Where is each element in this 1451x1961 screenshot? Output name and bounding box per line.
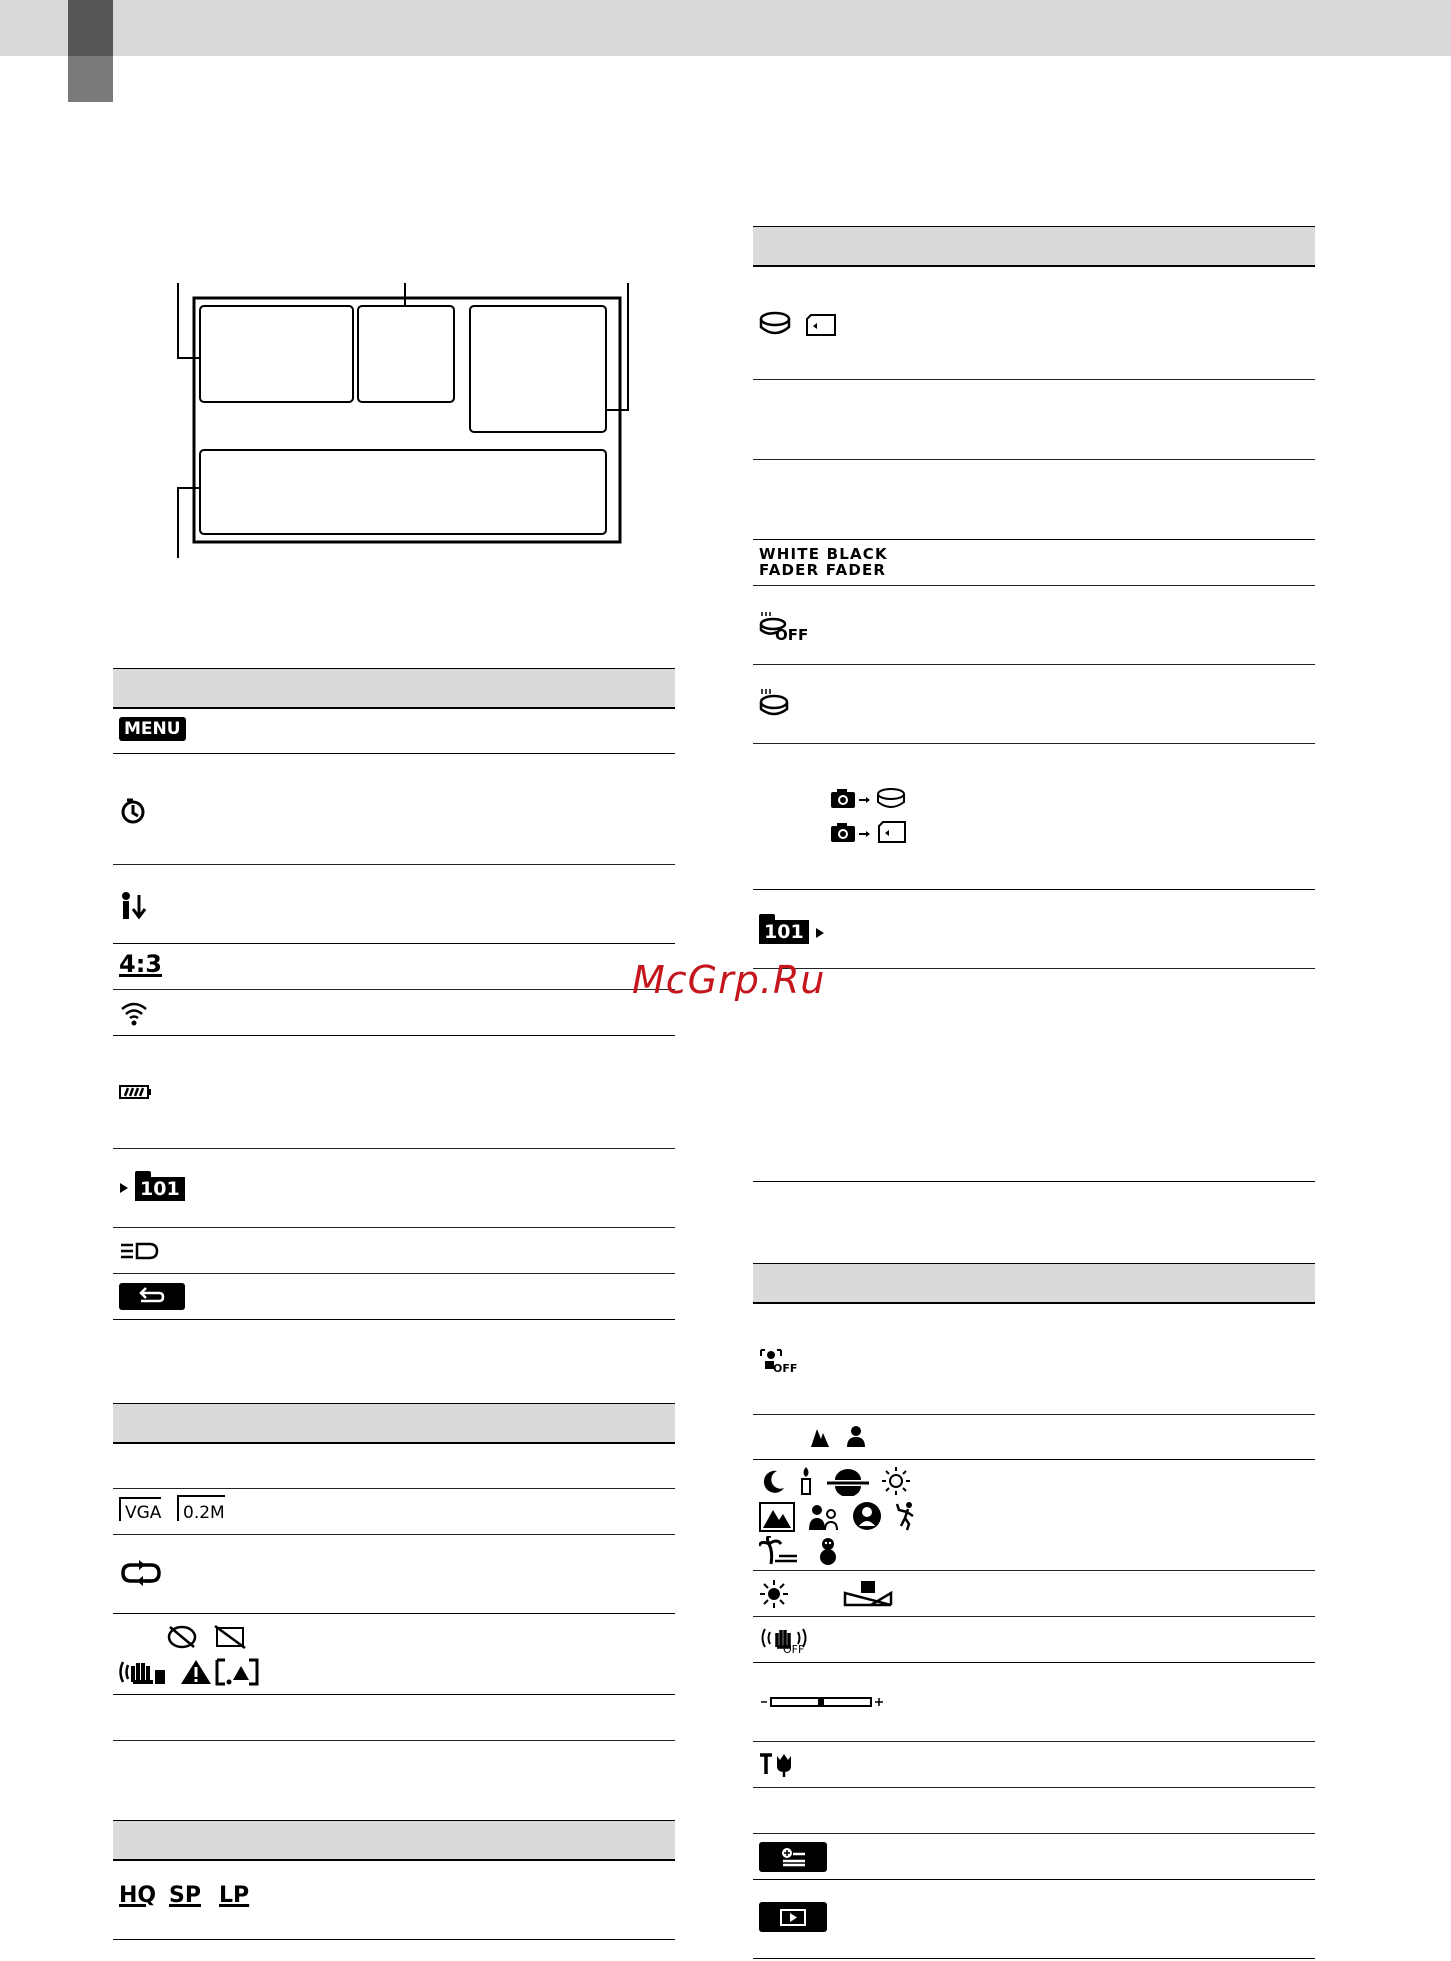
warning-triangle-icon bbox=[179, 1658, 213, 1686]
off-label: OFF bbox=[775, 626, 809, 644]
row-steadyshot bbox=[753, 1617, 1315, 1663]
left-table-2 bbox=[113, 1403, 675, 1741]
microphone-level-icon bbox=[119, 891, 151, 921]
row-playback-folder bbox=[113, 1149, 675, 1228]
row-media bbox=[753, 267, 1315, 380]
row-light bbox=[113, 1228, 675, 1274]
right-table-2 bbox=[753, 1263, 1315, 1959]
row-empty-2 bbox=[113, 1695, 675, 1741]
wireless-icon bbox=[119, 1000, 149, 1026]
tele-macro-icon bbox=[759, 1752, 795, 1778]
row-scene-selection bbox=[753, 1460, 1315, 1571]
table-header bbox=[113, 1403, 675, 1444]
camera-shake-warning-icon bbox=[117, 1658, 169, 1686]
fader-icon: WHITE BLACK FADER FADER bbox=[759, 545, 888, 579]
video-light-icon bbox=[119, 1240, 161, 1262]
section-tab-marker-top bbox=[68, 0, 113, 56]
row-empty bbox=[113, 1444, 675, 1489]
portrait-scene-icon bbox=[807, 1502, 839, 1532]
sp-mode-icon: SP bbox=[169, 1883, 201, 1908]
beach-scene-icon bbox=[759, 1536, 799, 1566]
row-return bbox=[113, 1274, 675, 1320]
photo-to-disc-icon bbox=[829, 786, 913, 810]
disc-icon bbox=[759, 311, 791, 337]
lp-mode-icon: LP bbox=[219, 1883, 250, 1908]
row-image-size bbox=[113, 1489, 675, 1535]
battery-icon bbox=[119, 1084, 153, 1100]
image-size-02m-icon: 0.2M bbox=[177, 1495, 225, 1521]
portrait-focus-icon bbox=[845, 1425, 867, 1449]
view-images-button-icon[interactable] bbox=[759, 1902, 827, 1932]
table-header bbox=[113, 668, 675, 709]
card-warning-icon bbox=[213, 1658, 261, 1686]
row-empty-a bbox=[753, 380, 1315, 460]
option-button-icon[interactable] bbox=[759, 1842, 827, 1872]
sunrise-sunset-icon bbox=[825, 1468, 871, 1496]
repeat-icon bbox=[119, 1559, 163, 1587]
screen-layout-diagram bbox=[170, 278, 640, 568]
spotlight-scene-icon bbox=[851, 1500, 883, 1532]
row-face-detection bbox=[753, 1304, 1315, 1415]
table-header bbox=[753, 226, 1315, 267]
return-button-icon[interactable] bbox=[119, 1283, 185, 1310]
row-disc-end bbox=[753, 665, 1315, 744]
row-record-folder bbox=[753, 890, 1315, 969]
row-view-images bbox=[753, 1880, 1315, 1959]
one-push-wb-icon bbox=[843, 1579, 893, 1607]
fireworks-icon bbox=[881, 1466, 911, 1496]
night-scene-icon bbox=[759, 1468, 787, 1496]
row-exposure bbox=[753, 1663, 1315, 1742]
row-white-balance bbox=[753, 1571, 1315, 1617]
aspect-ratio-icon: 4:3 bbox=[119, 950, 162, 978]
row-warnings bbox=[113, 1614, 675, 1695]
row-tele-macro bbox=[753, 1742, 1315, 1788]
hq-mode-icon: HQ bbox=[119, 1883, 157, 1908]
outdoor-sun-icon bbox=[759, 1579, 789, 1609]
row-empty-b bbox=[753, 460, 1315, 540]
disc-error-icon bbox=[167, 1624, 197, 1650]
row-self-timer bbox=[113, 754, 675, 865]
left-table-3 bbox=[113, 1820, 675, 1940]
row-empty-c bbox=[753, 969, 1315, 1182]
exposure-slider-icon[interactable] bbox=[759, 1693, 883, 1711]
folder-101-icon: 101 bbox=[135, 1171, 185, 1201]
self-timer-icon bbox=[119, 796, 149, 826]
folder-101-right-icon: 101 bbox=[759, 914, 809, 944]
table-header bbox=[753, 1263, 1315, 1304]
memory-card-icon bbox=[805, 313, 837, 337]
row-fader bbox=[753, 540, 1315, 586]
row-wireless bbox=[113, 990, 675, 1036]
row-aspect bbox=[113, 944, 675, 990]
image-size-vga-icon: VGA bbox=[119, 1497, 161, 1521]
disc-end-icon bbox=[759, 687, 793, 719]
top-header-band bbox=[0, 0, 1451, 56]
candle-icon bbox=[797, 1466, 815, 1496]
row-repeat bbox=[113, 1535, 675, 1614]
sports-scene-icon bbox=[893, 1500, 919, 1532]
landscape-scene-icon bbox=[759, 1502, 795, 1532]
landscape-focus-icon bbox=[809, 1425, 831, 1449]
row-focus bbox=[753, 1415, 1315, 1460]
row-battery bbox=[113, 1036, 675, 1149]
row-recording-mode bbox=[113, 1861, 675, 1940]
right-table-1 bbox=[753, 226, 1315, 1182]
menu-button[interactable]: MENU bbox=[119, 717, 186, 741]
row-photo-destination bbox=[753, 744, 1315, 890]
row-disc-end-off bbox=[753, 586, 1315, 665]
play-triangle-icon bbox=[119, 1182, 129, 1194]
row-mic-level bbox=[113, 865, 675, 944]
photo-to-card-icon bbox=[829, 820, 913, 844]
row-option-button bbox=[753, 1834, 1315, 1880]
table-header bbox=[113, 1820, 675, 1861]
row-empty-d bbox=[753, 1788, 1315, 1834]
snow-scene-icon bbox=[815, 1536, 841, 1566]
play-triangle-right-icon bbox=[815, 927, 825, 939]
card-error-icon bbox=[213, 1624, 247, 1650]
left-table-1 bbox=[113, 668, 675, 1320]
steadyshot-off-label: OFF bbox=[783, 1643, 805, 1656]
row-menu bbox=[113, 709, 675, 754]
face-off-label: OFF bbox=[773, 1362, 798, 1375]
watermark: McGrp.Ru bbox=[632, 958, 826, 1002]
